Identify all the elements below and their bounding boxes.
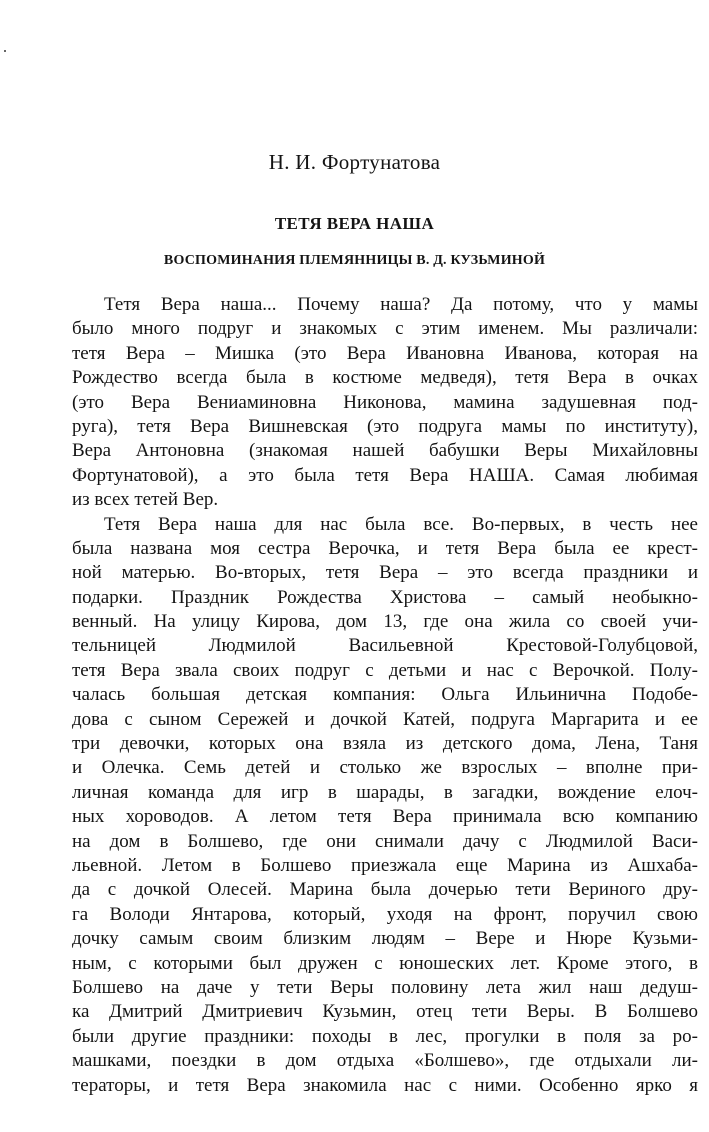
- author-name: Н. И. Фортунатова: [268, 150, 441, 174]
- text-line: личная команда для игр в шарады, в загадки, вождение елоч-: [72, 781, 698, 803]
- text-line: ной матерью. Во-вторых, тетя Вера – это всегда праздники и: [72, 562, 698, 584]
- chapter-subtitle: ВОСПОМИНАНИЯ ПЛЕМЯННИЦЫ В. Д. КУЗЬМИНОЙ: [163, 253, 546, 268]
- text-line: Тетя Вера наша для нас была все. Во-первых, в честь нее: [104, 513, 698, 535]
- text-line: руга), тетя Вера Вишневская (это подруга мамы по институту),: [72, 415, 698, 437]
- text-line: из всех тетей Вер.: [72, 489, 219, 511]
- text-line: Рождество всегда была в костюме медведя), тетя Вера в очках: [72, 367, 698, 389]
- text-line: га Володи Янтарова, который, уходя на фронт, поручил свою: [72, 903, 698, 925]
- text-line: (это Вера Вениаминовна Никонова, мамина задушевная под-: [72, 391, 698, 413]
- text-line: ка Дмитрий Дмитриевич Кузьмин, отец тети Веры. В Болшево: [72, 1001, 698, 1023]
- text-line: тетя Вера звала своих подруг с детьми и нас с Верочкой. Полу-: [72, 659, 698, 681]
- body-text: [72, 293, 698, 1098]
- text-line: машками, поездки в дом отдыха «Болшево», где отдыхали ли-: [72, 1050, 698, 1072]
- text-line: да с дочкой Олесей. Марина была дочерью тети Вериного дру-: [72, 879, 698, 901]
- text-line: тетя Вера – Мишка (это Вера Ивановна Иванова, которая на: [72, 342, 698, 364]
- text-line: и Олечка. Семь детей и столько же взрослых – вполне при-: [72, 757, 698, 779]
- text-line: три девочки, которых она взяла из детского дома, Лена, Таня: [72, 733, 698, 755]
- paragraph: [72, 513, 698, 1098]
- text-line: чалась большая детская компания: Ольга Ильинична Подобе-: [72, 684, 698, 706]
- text-line: ным, с которыми был дружен с юношеских лет. Кроме этого, в: [72, 952, 698, 974]
- text-line: дочку самым своим близким людям – Вере и Нюре Кузьми-: [72, 928, 698, 950]
- chapter-title: ТЕТЯ ВЕРА НАША: [274, 214, 435, 233]
- text-line: льевной. Летом в Болшево приезжала еще Марина из Ашхаба-: [72, 854, 698, 876]
- text-line: подарки. Праздник Рождества Христова – самый необыкно-: [72, 586, 698, 608]
- scan-speck: [4, 50, 6, 52]
- text-line: Болшево на даче у тети Веры половину лета жил наш дедуш-: [72, 976, 698, 998]
- text-line: венный. На улицу Кирова, дом 13, где она жила со своей учи-: [72, 611, 698, 633]
- text-line: Тетя Вера наша... Почему наша? Да потому, что у мамы: [104, 294, 698, 315]
- text-line: были другие праздники: походы в лес, прогулки в поля за ро-: [72, 1025, 698, 1047]
- text-line: была названа моя сестра Верочка, и тетя Вера была ее крест-: [72, 537, 698, 559]
- text-line: на дом в Болшево, где они снимали дачу с Людмилой Васи-: [72, 830, 698, 852]
- text-line: Вера Антоновна (знакомая нашей бабушки Веры Михайловны: [72, 440, 698, 462]
- text-line: тераторы, и тетя Вера знакомила нас с ними. Особенно ярко я: [72, 1074, 698, 1096]
- text-line: ных хороводов. А летом тетя Вера принимала всю компанию: [72, 806, 698, 828]
- text-line: Фортунатовой), а это была тетя Вера НАША. Самая любимая: [72, 464, 698, 486]
- text-line: тельницей Людмилой Васильевной Крестовой-Голубцовой,: [72, 635, 698, 657]
- paragraph: [72, 293, 698, 513]
- text-line: было много подруг и знакомых с этим именем. Мы различали:: [72, 318, 698, 340]
- text-line: дова с сыном Сережей и дочкой Катей, подруга Маргарита и ее: [72, 708, 698, 730]
